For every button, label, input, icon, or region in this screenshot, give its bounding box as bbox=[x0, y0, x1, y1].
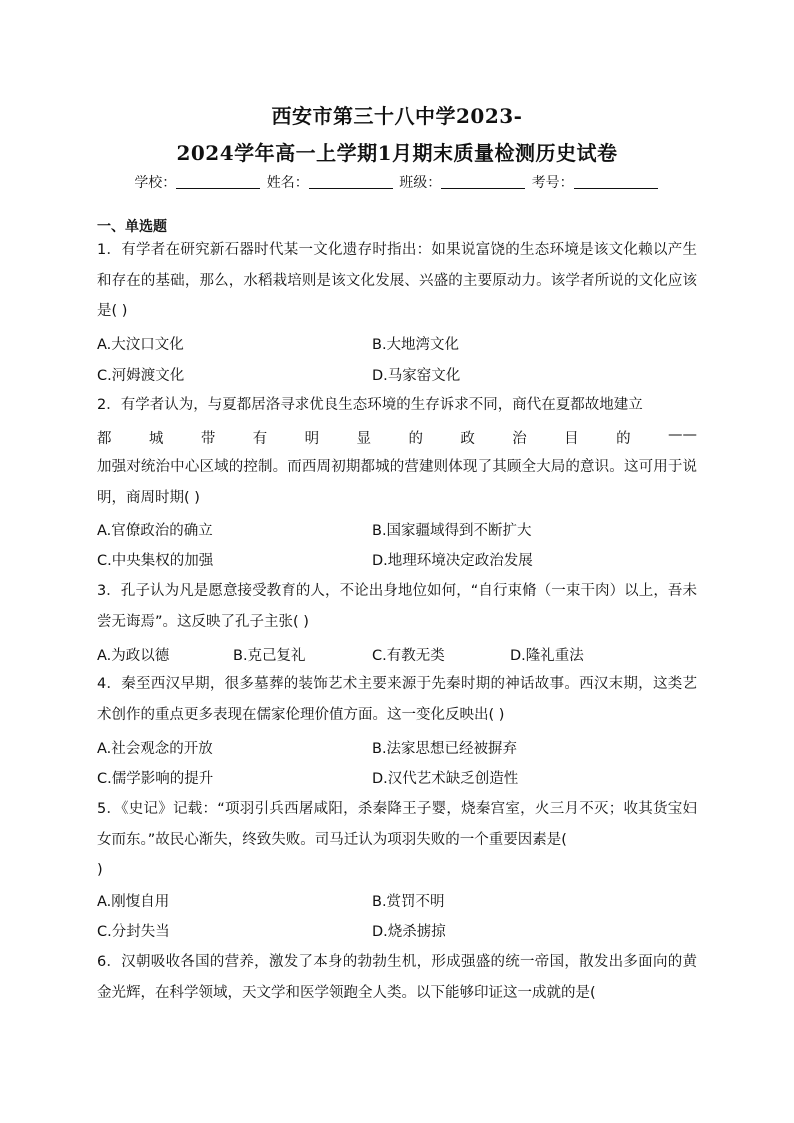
q2-spread-char: 治 bbox=[512, 431, 527, 447]
name-blank bbox=[309, 174, 393, 189]
exam-title-line1: 西安市第三十八中学2023- bbox=[271, 104, 523, 128]
question-3-text: 3．孔子认为凡是愿意接受教育的人，不论出身地位如何，“自行束脩（一束干肉）以上，吾未尝无诲焉”。这反映了孔子主张( ) bbox=[97, 583, 697, 630]
question-5-body: 5．《史记》记载：“项羽引兵西屠咸阳，杀秦降王子婴，烧秦宫室，火三月不灭；收其货宝妇女而东。”故民心渐失，终致失败。司马迁认为项羽失败的一个重要因素是( bbox=[97, 801, 697, 848]
question-5-paren: ) bbox=[97, 862, 103, 879]
q2-spread-char: 的 bbox=[408, 431, 423, 447]
q2-option-d: D.地理环境决定政治发展 bbox=[372, 553, 533, 569]
question-2-line1: 2．有学者认为，与夏都居洛寻求优良生态环境的生存诉求不同，商代在夏都故地建立 bbox=[97, 397, 643, 413]
q2-spread-char: 有 bbox=[252, 431, 268, 447]
q5-option-d: D.烧杀掳掠 bbox=[372, 924, 446, 940]
q3-option-d: D.隆礼重法 bbox=[510, 648, 584, 664]
q2-spread-char: 城 bbox=[148, 431, 164, 447]
q2-spread-char: —— bbox=[667, 427, 697, 443]
q2-option-b: B.国家疆域得到不断扩大 bbox=[372, 523, 532, 539]
q3-option-a: A.为政以德 bbox=[97, 648, 170, 664]
class-label: 班级： bbox=[399, 175, 442, 191]
question-2-spread-line bbox=[97, 427, 697, 448]
q1-option-b: B.大地湾文化 bbox=[372, 337, 460, 353]
q1-option-a: A.大汶口文化 bbox=[97, 337, 184, 353]
section-heading: 一、单选题 bbox=[97, 219, 167, 235]
question-5-text bbox=[97, 794, 697, 886]
class-blank bbox=[441, 174, 525, 189]
q5-option-a: A.刚愎自用 bbox=[97, 894, 170, 910]
q2-spread-char: 目 bbox=[564, 431, 579, 447]
exam-number-label: 考号： bbox=[531, 175, 574, 191]
exam-number-blank bbox=[574, 174, 658, 189]
q2-spread-char: 的 bbox=[616, 431, 631, 447]
q2-spread-char: 都 bbox=[97, 431, 112, 447]
q2-spread-char: 显 bbox=[356, 431, 372, 447]
question-2-rest: 加强对统治中心区域的控制。而西周初期都城的营建则体现了其顾全大局的意识。这可用于说明，商周时期( ) bbox=[97, 459, 697, 506]
name-label: 姓名： bbox=[266, 175, 309, 191]
q2-option-c: C.中央集权的加强 bbox=[97, 553, 214, 569]
q2-spread-char: 明 bbox=[304, 431, 320, 447]
q2-spread-char: 政 bbox=[460, 431, 475, 447]
q2-option-a: A.官僚政治的确立 bbox=[97, 523, 213, 539]
q4-option-c: C.儒学影响的提升 bbox=[97, 771, 214, 787]
q1-option-c: C.河姆渡文化 bbox=[97, 368, 185, 384]
question-4-text: 4．秦至西汉早期，很多墓葬的装饰艺术主要来源于先秦时期的神话故事。西汉末期，这类艺术创作的重点更多表现在儒家伦理价值方面。这一变化反映出( ) bbox=[97, 676, 697, 723]
q3-option-c: C.有教无类 bbox=[372, 648, 445, 664]
q4-option-b: B.法家思想已经被摒弃 bbox=[372, 741, 518, 757]
student-info-row bbox=[0, 172, 794, 192]
q5-option-c: C.分封失当 bbox=[97, 924, 170, 940]
school-label: 学校： bbox=[134, 175, 177, 191]
q4-option-d: D.汉代艺术缺乏创造性 bbox=[372, 771, 519, 787]
question-6-text: 6．汉朝吸收各国的营养，激发了本身的勃勃生机，形成强盛的统一帝国，散发出多面向的黄金光辉，在科学领域，天文学和医学领跑全人类。以下能够印证这一成就的是( bbox=[97, 954, 697, 1001]
exam-title-line2: 2024学年高一上学期1月期末质量检测历史试卷 bbox=[176, 141, 618, 165]
question-1-text: 1．有学者在研究新石器时代某一文化遗存时指出：如果说富饶的生态环境是该文化赖以产生和存在的基础，那么，水稻栽培则是该文化发展、兴盛的主要原动力。该学者所说的文化应该是( ) bbox=[97, 242, 697, 320]
q5-option-b: B.赏罚不明 bbox=[372, 894, 445, 910]
q1-option-d: D.马家窑文化 bbox=[372, 368, 461, 384]
q4-option-a: A.社会观念的开放 bbox=[97, 741, 213, 757]
school-blank bbox=[176, 174, 260, 189]
q2-spread-char: 带 bbox=[200, 431, 216, 447]
q3-option-b: B.克己复礼 bbox=[233, 648, 306, 664]
